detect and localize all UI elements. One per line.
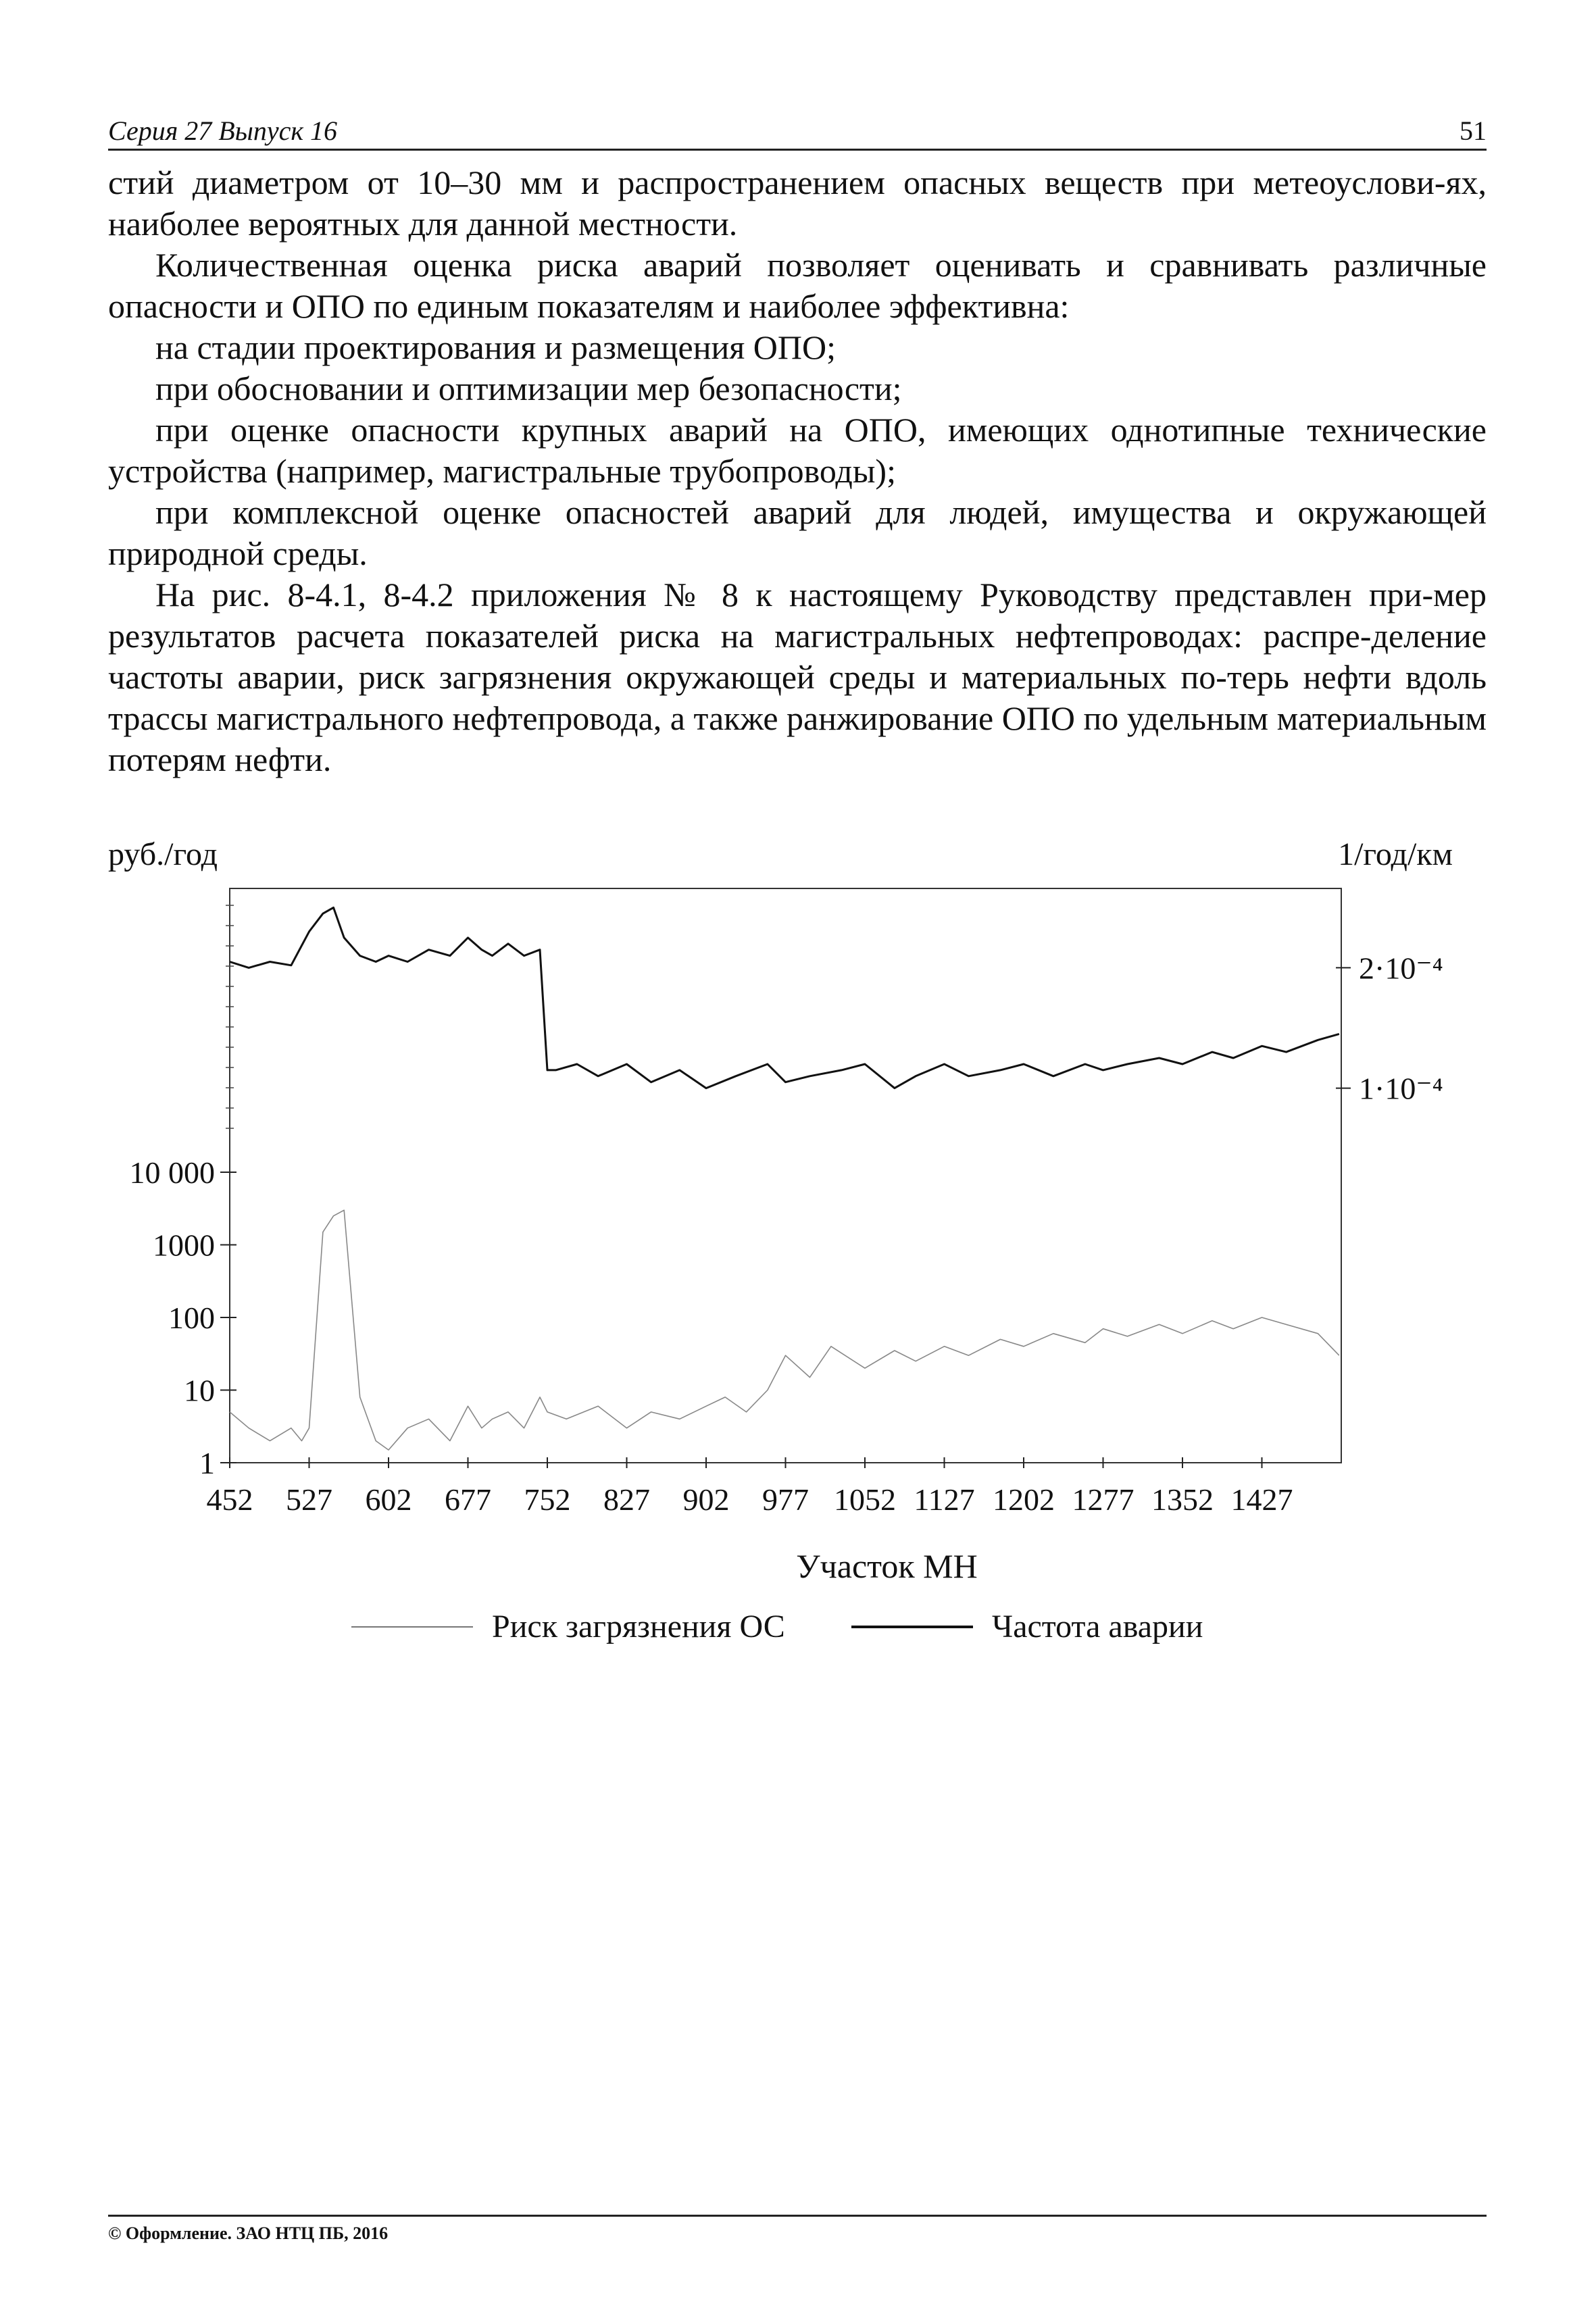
x-axis-label: Участок МН (796, 1547, 978, 1585)
x-tick-label: 1427 (1230, 1482, 1293, 1517)
paragraph-risk-assessment: Количественная оценка риска аварий позволяет оценивать и сравнивать различные опасности и ОПО по единым показателям и наиболее эффективна: (108, 246, 1487, 325)
list-item-design-stage: на стадии проектирования и размещения ОПО; (155, 328, 836, 366)
legend-label-accident-frequency: Частота аварии (992, 1609, 1203, 1644)
x-tick-label: 1052 (834, 1482, 896, 1517)
x-tick-label: 827 (603, 1482, 650, 1517)
legend-label-pollution-risk: Риск загрязнения ОС (492, 1609, 785, 1644)
y-left-tick-label: 100 (168, 1301, 215, 1335)
y-left-tick-label: 10 000 (129, 1155, 215, 1190)
page-number: 51 (1460, 116, 1487, 146)
list-item-major-accidents: при оценке опасности крупных аварий на ОПО, имеющих однотипные технические устройства (например, магистральные трубопроводы); (108, 411, 1487, 490)
x-tick-label: 1202 (993, 1482, 1055, 1517)
y-left-tick-label: 10 (184, 1373, 215, 1408)
page-header (108, 114, 1487, 151)
y-right-axis-label: 1/год/км (1338, 836, 1453, 872)
plot-frame (230, 888, 1341, 1463)
legend-line-thin (351, 1626, 473, 1628)
copyright: © Оформление. ЗАО НТЦ ПБ, 2016 (108, 2223, 389, 2243)
legend-item-pollution-risk (351, 1608, 785, 1645)
y-left-tick-label: 1000 (153, 1228, 215, 1263)
legend-line-thick (851, 1626, 973, 1628)
list-item-complex-assessment: при комплексной оценке опасностей аварий для людей, имущества и окружающей природной среды. (108, 493, 1487, 572)
x-tick-label: 1127 (914, 1482, 975, 1517)
list-item-safety-measures: при обосновании и оптимизации мер безопасности; (155, 370, 902, 407)
risk-chart (101, 831, 1493, 1682)
series-line-accident-frequency (230, 907, 1339, 1088)
x-tick-label: 1352 (1151, 1482, 1214, 1517)
y-left-axis-label: руб./год (108, 836, 218, 872)
chart-svg (101, 831, 1493, 1594)
paragraph-continuation: стий диаметром от 10–30 мм и распространением опасных веществ при метеоуслови-ях, наиболее вероятных для данной местности. (108, 164, 1487, 243)
y-left-tick-label: 1 (199, 1446, 215, 1480)
page-footer (108, 2215, 1487, 2243)
x-tick-label: 752 (524, 1482, 571, 1517)
series-line-pollution-risk (230, 1210, 1339, 1450)
x-tick-label: 1277 (1072, 1482, 1134, 1517)
body-text (108, 162, 1487, 780)
y-right-tick-label: 2·10⁻⁴ (1359, 951, 1443, 986)
x-tick-label: 527 (286, 1482, 332, 1517)
legend-item-accident-frequency (851, 1608, 1203, 1645)
x-tick-label: 452 (206, 1482, 253, 1517)
x-tick-label: 602 (365, 1482, 412, 1517)
chart-legend (351, 1608, 1297, 1655)
y-right-tick-label: 1·10⁻⁴ (1359, 1071, 1443, 1106)
paragraph-figure-reference: На рис. 8-4.1, 8-4.2 приложения № 8 к настоящему Руководству представлен при-мер результатов расчета показателей риска на магистральных нефтепроводах: распре-деление частоты аварии, риск загрязнения окружающей среды и материальных по-терь нефти вдоль трассы магистрального нефтепровода, а также ранжирование ОПО по удельным материальным потерям нефти. (108, 576, 1487, 778)
x-tick-label: 977 (762, 1482, 809, 1517)
x-tick-label: 902 (682, 1482, 730, 1517)
x-tick-label: 677 (445, 1482, 491, 1517)
series-label: Серия 27 Выпуск 16 (108, 116, 338, 146)
